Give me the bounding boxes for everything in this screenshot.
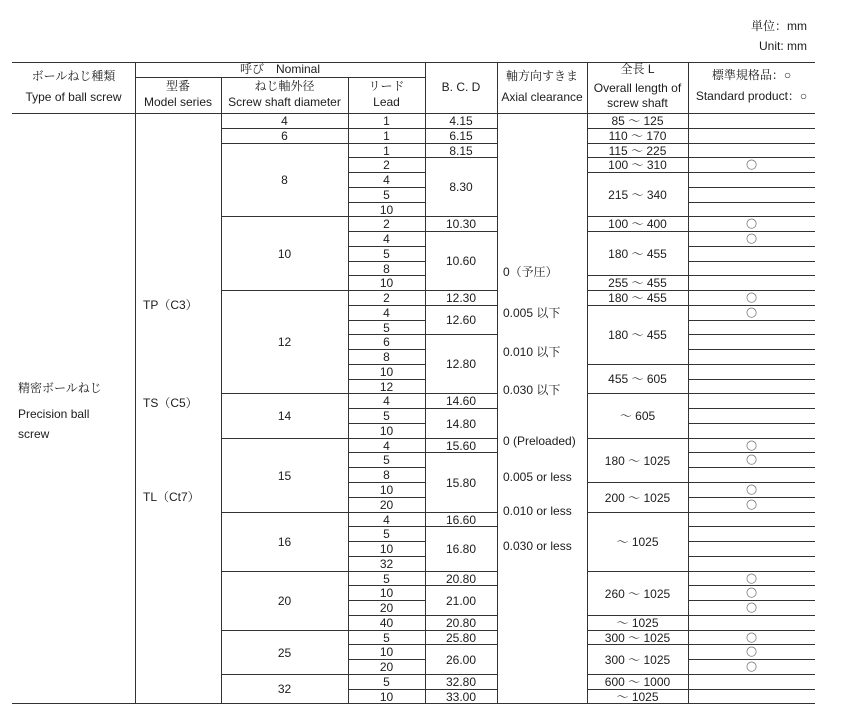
lead-cell: 2 xyxy=(383,217,390,231)
lead-cell: 5 xyxy=(383,675,390,689)
header-nominal: 呼び Nominal xyxy=(239,62,321,76)
header-lead-en: Lead xyxy=(373,95,400,109)
row-rule xyxy=(688,393,815,394)
row-rule xyxy=(688,246,815,247)
lead-cell: 20 xyxy=(379,660,394,674)
overall-length-cell: ～ 605 xyxy=(619,409,656,423)
row-rule xyxy=(688,143,815,144)
row-rule xyxy=(688,320,815,321)
shaft-diameter-cell: 6 xyxy=(281,129,288,143)
lead-cell: 10 xyxy=(379,586,394,600)
header-standard-ja: 標準規格品：○ xyxy=(711,68,792,82)
row-rule xyxy=(688,541,815,542)
model-series-tp: TP（C3） xyxy=(143,298,198,312)
header-length-en-line2: screw shaft xyxy=(607,96,668,110)
ball-screw-type-en-line1: Precision ball xyxy=(18,407,90,421)
row-rule xyxy=(688,261,815,262)
lead-cell: 10 xyxy=(379,365,394,379)
bcd-cell: 10.60 xyxy=(445,254,477,268)
overall-length-cell: 600 ～ 1000 xyxy=(604,675,671,689)
bcd-cell: 14.80 xyxy=(445,416,477,431)
row-rule xyxy=(688,128,815,129)
standard-product-mark: ○ xyxy=(745,482,758,497)
row-rule xyxy=(688,556,815,557)
bcd-cell: 26.00 xyxy=(445,652,477,667)
lead-cell: 1 xyxy=(383,114,390,128)
standard-product-mark: ○ xyxy=(745,290,758,305)
bcd-cell: 14.60 xyxy=(445,394,477,408)
lead-cell: 4 xyxy=(383,306,390,320)
header-lead-ja: リード xyxy=(368,79,405,93)
lead-cell: 12 xyxy=(379,379,394,394)
lead-cell: 20 xyxy=(379,601,394,615)
bcd-cell: 12.80 xyxy=(445,357,477,371)
standard-product-mark: ○ xyxy=(745,216,758,231)
shaft-diameter-cell: 12 xyxy=(277,335,292,349)
overall-length-cell: 200 ～ 1025 xyxy=(604,490,671,505)
row-rule xyxy=(688,467,815,468)
overall-length-cell: ～ 1025 xyxy=(616,689,659,704)
shaft-diameter-cell: 15 xyxy=(277,468,292,483)
standard-product-mark: ○ xyxy=(745,600,758,615)
bcd-cell: 10.30 xyxy=(445,217,477,231)
shaft-diameter-cell: 8 xyxy=(281,173,288,187)
row-rule xyxy=(688,334,815,335)
header-length-ja: 全長 L xyxy=(620,62,655,76)
shaft-diameter-cell: 10 xyxy=(277,246,292,261)
clearance-en-preload: 0 (Preloaded) xyxy=(503,434,576,448)
lead-cell: 4 xyxy=(383,394,390,408)
lead-cell: 10 xyxy=(379,424,394,438)
standard-product-mark: ○ xyxy=(745,437,758,453)
lead-cell: 5 xyxy=(383,409,390,423)
overall-length-cell: 300 ～ 1025 xyxy=(604,630,671,645)
row-rule xyxy=(688,202,815,203)
lead-cell: 5 xyxy=(383,630,390,645)
standard-product-mark: ○ xyxy=(745,585,758,600)
overall-length-cell: 115 ～ 225 xyxy=(608,143,667,158)
shaft-diameter-cell: 32 xyxy=(277,682,292,696)
overall-length-cell: 100 ～ 400 xyxy=(608,217,667,231)
bcd-cell: 12.30 xyxy=(445,291,477,305)
header-type-en: Type of ball screw xyxy=(25,90,122,104)
bcd-cell: 15.80 xyxy=(445,475,477,490)
ball-screw-type-ja: 精密ボールねじ xyxy=(18,381,102,395)
lead-cell: 8 xyxy=(383,350,390,364)
clearance-ja-0030: 0.030 以下 xyxy=(503,383,561,397)
bcd-cell: 16.60 xyxy=(445,512,477,527)
clearance-ja-0010: 0.010 以下 xyxy=(503,345,561,359)
clearance-en-0005: 0.005 or less xyxy=(503,470,572,484)
header-length-en-line1: Overall length of xyxy=(593,81,682,95)
lead-cell: 4 xyxy=(383,232,390,246)
header-clearance-ja: 軸方向すきま xyxy=(505,69,578,83)
table-bottom-rule xyxy=(12,703,815,704)
shaft-diameter-cell: 14 xyxy=(277,409,292,423)
row-rule xyxy=(688,689,815,690)
lead-cell: 5 xyxy=(383,571,390,586)
lead-cell: 10 xyxy=(379,202,394,217)
bcd-cell: 20.80 xyxy=(445,571,477,586)
row-rule xyxy=(688,172,815,173)
bcd-cell: 33.00 xyxy=(445,689,477,704)
row-rule xyxy=(688,113,815,114)
row-rule xyxy=(688,408,815,409)
header-bcd: B. C. D xyxy=(441,80,481,94)
bcd-cell: 4.15 xyxy=(449,114,473,128)
bcd-cell: 25.80 xyxy=(445,630,477,645)
lead-cell: 20 xyxy=(379,498,394,512)
overall-length-cell: 260 ～ 1025 xyxy=(604,586,671,601)
shaft-diameter-cell: 4 xyxy=(281,114,288,128)
row-rule xyxy=(688,275,815,276)
lead-cell: 8 xyxy=(383,261,390,276)
overall-length-cell: 300 ～ 1025 xyxy=(604,652,671,667)
standard-product-mark: ○ xyxy=(745,157,758,172)
header-model-en: Model series xyxy=(143,95,213,109)
lead-cell: 8 xyxy=(383,468,390,482)
lead-cell: 5 xyxy=(383,320,390,335)
standard-product-mark: ○ xyxy=(745,231,758,246)
row-rule xyxy=(688,526,815,527)
lead-cell: 4 xyxy=(383,512,390,527)
overall-length-cell: 180 ～ 1025 xyxy=(604,453,671,468)
lead-cell: 5 xyxy=(383,247,390,261)
overall-length-cell: 215 ～ 340 xyxy=(608,187,667,202)
bcd-cell: 12.60 xyxy=(445,313,477,327)
header-clearance-en: Axial clearance xyxy=(501,90,583,104)
unit-label-en: Unit: mm xyxy=(759,39,807,53)
overall-length-cell: 85 ～ 125 xyxy=(611,114,664,128)
bcd-cell: 16.80 xyxy=(445,542,477,556)
bcd-cell: 32.80 xyxy=(445,675,477,689)
lead-cell: 4 xyxy=(383,438,390,453)
lead-cell: 5 xyxy=(383,453,390,467)
header-diameter-ja: ねじ軸外径 xyxy=(254,79,315,93)
lead-cell: 5 xyxy=(383,527,390,541)
bcd-cell: 15.60 xyxy=(445,438,477,453)
clearance-en-0030: 0.030 or less xyxy=(503,539,572,553)
bcd-cell: 20.80 xyxy=(445,616,477,630)
standard-product-mark: ○ xyxy=(745,497,758,512)
lead-cell: 10 xyxy=(379,276,394,290)
row-rule xyxy=(688,349,815,350)
overall-length-cell: 180 ～ 455 xyxy=(608,246,667,261)
row-rule xyxy=(688,615,815,616)
standard-product-mark: ○ xyxy=(745,644,758,659)
overall-length-cell: 110 ～ 170 xyxy=(608,129,667,143)
lead-cell: 2 xyxy=(383,291,390,305)
standard-product-mark: ○ xyxy=(745,305,758,320)
lead-cell: 10 xyxy=(379,483,394,497)
row-rule xyxy=(688,379,815,380)
lead-cell: 6 xyxy=(383,335,390,349)
model-series-ts: TS（C5） xyxy=(143,396,198,410)
standard-product-mark: ○ xyxy=(745,629,758,645)
header-standard-en: Standard product：○ xyxy=(695,89,808,103)
overall-length-cell: 455 ～ 605 xyxy=(608,372,667,386)
standard-product-mark: ○ xyxy=(745,570,758,586)
standard-product-mark: ○ xyxy=(745,452,758,467)
overall-length-cell: 180 ～ 455 xyxy=(608,291,667,305)
overall-length-cell: ～ 1025 xyxy=(616,616,659,630)
bcd-cell: 6.15 xyxy=(449,129,473,143)
lead-cell: 1 xyxy=(383,129,390,143)
clearance-ja-preload: 0（予圧） xyxy=(503,265,558,279)
header-model-ja: 型番 xyxy=(165,79,190,93)
row-rule xyxy=(688,674,815,675)
row-rule xyxy=(688,364,815,365)
lead-cell: 10 xyxy=(379,542,394,556)
model-series-tl: TL（Ct7） xyxy=(143,490,200,504)
lead-cell: 10 xyxy=(379,645,394,659)
row-rule xyxy=(688,512,815,513)
bcd-cell: 21.00 xyxy=(445,593,477,608)
row-rule xyxy=(688,423,815,424)
header-diameter-en: Screw shaft diameter xyxy=(228,95,341,109)
header-type-ja: ボールねじ種類 xyxy=(31,69,116,83)
lead-cell: 2 xyxy=(383,158,390,172)
overall-length-cell: 100 ～ 310 xyxy=(608,158,667,172)
shaft-diameter-cell: 16 xyxy=(277,535,292,549)
overall-length-cell: 255 ～ 455 xyxy=(608,276,667,290)
ball-screw-type-en-line2: screw xyxy=(18,427,50,441)
clearance-en-0010: 0.010 or less xyxy=(503,504,572,518)
lead-cell: 1 xyxy=(383,143,390,158)
bcd-cell: 8.15 xyxy=(449,143,473,158)
standard-product-mark: ○ xyxy=(745,659,758,674)
clearance-ja-0005: 0.005 以下 xyxy=(503,306,561,320)
lead-cell: 5 xyxy=(383,188,390,202)
shaft-diameter-cell: 25 xyxy=(277,645,292,660)
bcd-cell: 8.30 xyxy=(449,180,473,194)
lead-cell: 32 xyxy=(379,557,394,571)
unit-label-ja: 単位：mm xyxy=(751,19,807,33)
shaft-diameter-cell: 20 xyxy=(277,594,292,608)
row-rule xyxy=(688,187,815,188)
lead-cell: 10 xyxy=(379,689,394,704)
lead-cell: 4 xyxy=(383,173,390,187)
overall-length-cell: 180 ～ 455 xyxy=(608,328,667,342)
overall-length-cell: ～ 1025 xyxy=(616,535,659,549)
lead-cell: 40 xyxy=(379,616,394,630)
